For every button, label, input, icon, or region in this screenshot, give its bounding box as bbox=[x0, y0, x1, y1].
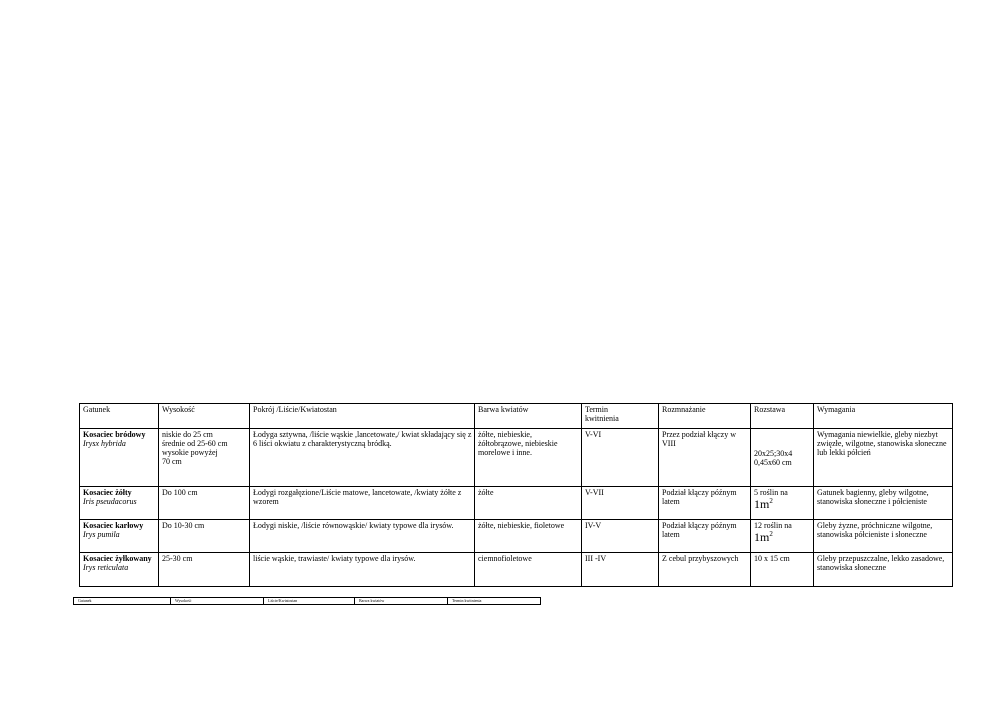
iris-table bbox=[79, 403, 953, 587]
propagation-cell: Z cebul przybyszowych bbox=[659, 553, 751, 587]
propagation-cell: Podział kłączy późnym latem bbox=[659, 520, 751, 553]
mini-header-cell: Gatunek bbox=[74, 598, 171, 605]
height-cell: niskie do 25 cm średnie od 25-60 cm wysokie powyżej 70 cm bbox=[159, 429, 250, 487]
header-cell: Barwa kwiatów bbox=[475, 404, 582, 429]
mini-header-cell: Termin kwitnienia bbox=[448, 598, 541, 605]
spacing-cell: 10 x 15 cm bbox=[751, 553, 814, 587]
table-row bbox=[80, 487, 953, 520]
header-cell: Rozmnażanie bbox=[659, 404, 751, 429]
table-row bbox=[80, 520, 953, 553]
header-cell: Wymagania bbox=[814, 404, 953, 429]
species-name: Kosaciec bródowy bbox=[83, 430, 146, 439]
mini-header-cell: Barwa kwiatów bbox=[355, 598, 448, 605]
species-latin: Iris pseudacorus bbox=[83, 497, 137, 506]
table-header-row bbox=[80, 404, 953, 429]
mini-header-table bbox=[73, 597, 541, 605]
species-cell bbox=[80, 553, 159, 587]
header-cell: Rozstawa bbox=[751, 404, 814, 429]
bloom-cell: III -IV bbox=[582, 553, 659, 587]
species-name: Kosaciec karłowy bbox=[83, 521, 144, 530]
spacing-cell: 20x25;30x4 0,45x60 cm bbox=[751, 429, 814, 487]
species-latin: Irysx hybrida bbox=[83, 439, 126, 448]
species-latin: Irys reticulata bbox=[83, 563, 129, 572]
requirements-cell: Gleby przepuszczalne, lekko zasadowe, stanowiska słoneczne bbox=[814, 553, 953, 587]
habit-cell: liście wąskie, trawiaste/ kwiaty typowe dla irysów. bbox=[250, 553, 475, 587]
height-cell: 25-30 cm bbox=[159, 553, 250, 587]
requirements-cell: Gleby żyzne, próchniczne wilgotne, stanowiska półcieniste i słoneczne bbox=[814, 520, 953, 553]
bloom-cell: V-VI bbox=[582, 429, 659, 487]
color-cell: żółte, niebieskie, żółtobrązowe, niebieskie morelowe i inne. bbox=[475, 429, 582, 487]
color-cell: ciemnofioletowe bbox=[475, 553, 582, 587]
species-name: Kosaciec żółty bbox=[83, 488, 132, 497]
mini-header-row bbox=[74, 598, 541, 605]
species-cell bbox=[80, 487, 159, 520]
table-row bbox=[80, 553, 953, 587]
propagation-cell: Przez podział kłączy w VIII bbox=[659, 429, 751, 487]
habit-cell: Łodyga sztywna, /liście wąskie ,lancetowate,/ kwiat składający się z 6 liści okwiatu z charakterystyczną bródką. bbox=[250, 429, 475, 487]
habit-cell: Łodygi niskie, /liście równowąskie/ kwiaty typowe dla irysów. bbox=[250, 520, 475, 553]
requirements-cell: Gatunek bagienny, gleby wilgotne, stanowiska słoneczne i półcieniste bbox=[814, 487, 953, 520]
header-cell: Gatunek bbox=[80, 404, 159, 429]
table-row bbox=[80, 429, 953, 487]
height-cell: Do 10-30 cm bbox=[159, 520, 250, 553]
spacing-cell: 12 roślin na $1m^2$ bbox=[751, 520, 814, 553]
requirements-cell: Wymagania niewielkie, gleby niezbyt zwięzłe, wilgotne, stanowiska słoneczne lub lekki półcień bbox=[814, 429, 953, 487]
species-latin: Irys pumila bbox=[83, 530, 120, 539]
height-cell: Do 100 cm bbox=[159, 487, 250, 520]
header-cell: Wysokość bbox=[159, 404, 250, 429]
mini-header-cell: Liście/Kwiatostan bbox=[264, 598, 355, 605]
bloom-cell: V-VII bbox=[582, 487, 659, 520]
header-cell: Pokrój /Liście/Kwiatostan bbox=[250, 404, 475, 429]
propagation-cell: Podział kłączy późnym latem bbox=[659, 487, 751, 520]
species-name: Kosaciec żyłkowany bbox=[83, 554, 152, 563]
species-cell bbox=[80, 520, 159, 553]
spacing-cell: 5 roślin na $1m^2$ bbox=[751, 487, 814, 520]
bloom-cell: IV-V bbox=[582, 520, 659, 553]
mini-header-cell: Wysokość bbox=[171, 598, 264, 605]
header-cell: Termin kwitnienia bbox=[582, 404, 659, 429]
habit-cell: Łodygi rozgałęzione/Liście matowe, lancetowate, /kwiaty żółte z wzorem bbox=[250, 487, 475, 520]
color-cell: żółte bbox=[475, 487, 582, 520]
color-cell: żółte, niebieskie, fioletowe bbox=[475, 520, 582, 553]
species-cell bbox=[80, 429, 159, 487]
